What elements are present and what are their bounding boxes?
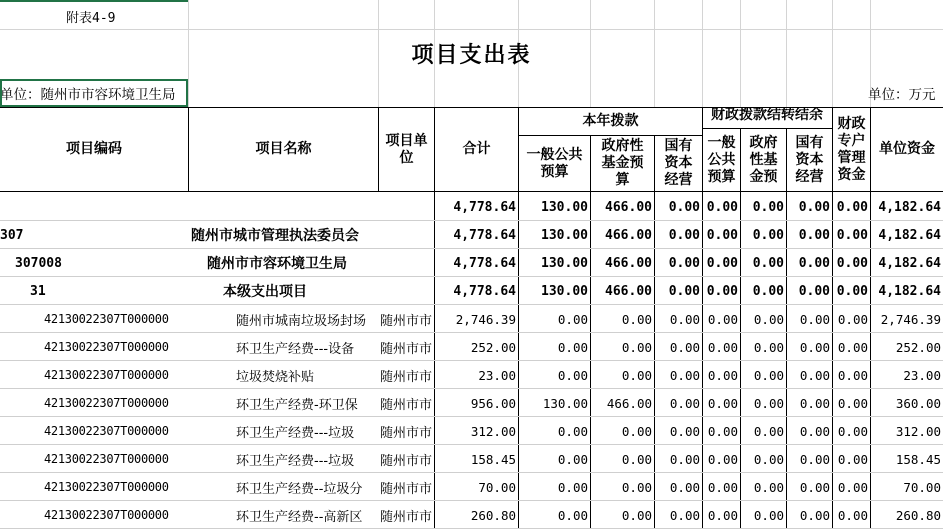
detail-unit[interactable]: 随州市市 [380, 369, 433, 385]
summary-unit_funds-value[interactable]: 4,182.64 [878, 283, 941, 299]
detail-c_gov-value[interactable]: 0.00 [753, 479, 784, 495]
detail-unit_funds-value[interactable]: 2,746.39 [880, 311, 941, 327]
attachment-label[interactable]: 附表4-9 [66, 10, 116, 26]
detail-total-value[interactable]: 252.00 [470, 339, 516, 355]
detail-total-value[interactable]: 312.00 [470, 423, 516, 439]
summary-state-value[interactable]: 0.00 [668, 255, 700, 271]
summary-general-value[interactable]: 130.00 [541, 227, 588, 243]
summary-total-value[interactable]: 4,778.64 [453, 227, 516, 243]
summary-unit_funds-value[interactable]: 4,182.64 [878, 199, 941, 215]
detail-special-value[interactable]: 0.00 [837, 507, 868, 523]
summary-total-value[interactable]: 4,778.64 [453, 255, 516, 271]
detail-gov_fund-value[interactable]: 0.00 [621, 507, 652, 523]
header-name[interactable]: 项目名称 [255, 141, 312, 157]
detail-name[interactable]: 垃圾焚烧补贴 [236, 369, 315, 385]
summary-special-value[interactable]: 0.00 [836, 227, 868, 243]
summary-code[interactable]: 307008 [15, 255, 62, 271]
summary-unit_funds-value[interactable]: 4,182.64 [878, 255, 941, 271]
detail-unit[interactable]: 随州市市 [380, 481, 433, 497]
detail-special-value[interactable]: 0.00 [837, 367, 868, 383]
summary-c_general-value[interactable]: 0.00 [706, 255, 738, 271]
detail-c_general-value[interactable]: 0.00 [707, 367, 738, 383]
detail-general-value[interactable]: 0.00 [557, 367, 588, 383]
detail-unit_funds-value[interactable]: 252.00 [895, 339, 941, 355]
header-general[interactable]: 一般公共预算 [526, 146, 583, 180]
detail-general-value[interactable]: 0.00 [557, 479, 588, 495]
detail-c_gov-value[interactable]: 0.00 [753, 395, 784, 411]
summary-total-value[interactable]: 4,778.64 [453, 199, 516, 215]
detail-special-value[interactable]: 0.00 [837, 311, 868, 327]
summary-c_general-value[interactable]: 0.00 [706, 199, 738, 215]
summary-general-value[interactable]: 130.00 [541, 199, 588, 215]
detail-name[interactable]: 环卫生产经费--垃圾分 [236, 481, 363, 497]
summary-special-value[interactable]: 0.00 [836, 255, 868, 271]
detail-c_general-value[interactable]: 0.00 [707, 311, 738, 327]
detail-gov_fund-value[interactable]: 0.00 [621, 479, 652, 495]
detail-name[interactable]: 环卫生产经费-环卫保 [236, 397, 358, 413]
detail-general-value[interactable]: 0.00 [557, 423, 588, 439]
detail-code[interactable]: 42130022307T000000 [44, 312, 169, 326]
detail-general-value[interactable]: 0.00 [557, 339, 588, 355]
selection-indicator [0, 0, 188, 2]
detail-state-value[interactable]: 0.00 [669, 507, 700, 523]
detail-unit[interactable]: 随州市市 [380, 509, 433, 525]
detail-c_state-value[interactable]: 0.00 [799, 423, 830, 439]
detail-total-value[interactable]: 23.00 [478, 367, 516, 383]
detail-name[interactable]: 环卫生产经费---垃圾 [236, 425, 355, 441]
summary-code[interactable]: 307 [0, 227, 24, 243]
detail-unit_funds-value[interactable]: 360.00 [895, 395, 941, 411]
summary-c_general-value[interactable]: 0.00 [706, 227, 738, 243]
summary-c_state-value[interactable]: 0.00 [798, 255, 830, 271]
detail-total-value[interactable]: 260.80 [470, 507, 516, 523]
header-carry-state-capital[interactable]: 国有资本经营 [795, 134, 824, 185]
detail-c_general-value[interactable]: 0.00 [707, 423, 738, 439]
currency-unit-label[interactable]: 单位：万元 [868, 87, 936, 103]
summary-general-value[interactable]: 130.00 [541, 283, 588, 299]
detail-general-value[interactable]: 0.00 [557, 451, 588, 467]
detail-c_gov-value[interactable]: 0.00 [753, 451, 784, 467]
summary-unit_funds-value[interactable]: 4,182.64 [878, 227, 941, 243]
detail-gov_fund-value[interactable]: 0.00 [621, 311, 652, 327]
summary-c_gov-value[interactable]: 0.00 [752, 255, 784, 271]
detail-c_state-value[interactable]: 0.00 [799, 311, 830, 327]
detail-c_state-value[interactable]: 0.00 [799, 339, 830, 355]
detail-unit_funds-value[interactable]: 260.80 [895, 507, 941, 523]
detail-code[interactable]: 42130022307T000000 [44, 368, 169, 382]
summary-gov_fund-value[interactable]: 466.00 [605, 227, 652, 243]
detail-unit[interactable]: 随州市市 [380, 341, 433, 357]
summary-code[interactable] [0, 193, 188, 221]
header-gov-fund[interactable]: 政府性基金预算 [601, 138, 644, 188]
detail-special-value[interactable]: 0.00 [837, 479, 868, 495]
detail-c_gov-value[interactable]: 0.00 [753, 507, 784, 523]
grid-line [0, 29, 943, 30]
summary-total-value[interactable]: 4,778.64 [453, 283, 516, 299]
detail-special-value[interactable]: 0.00 [837, 339, 868, 355]
unit-label[interactable]: 单位：随州市市容环境卫生局 [0, 87, 176, 103]
detail-code[interactable]: 42130022307T000000 [44, 480, 169, 494]
detail-c_general-value[interactable]: 0.00 [707, 395, 738, 411]
detail-state-value[interactable]: 0.00 [669, 423, 700, 439]
summary-c_gov-value[interactable]: 0.00 [752, 227, 784, 243]
detail-name[interactable]: 随州市城南垃圾场封场 [236, 313, 367, 329]
detail-unit[interactable]: 随州市市 [380, 313, 433, 329]
detail-code[interactable]: 42130022307T000000 [44, 508, 169, 522]
detail-unit_funds-value[interactable]: 70.00 [903, 479, 941, 495]
detail-total-value[interactable]: 2,746.39 [455, 311, 516, 327]
detail-c_gov-value[interactable]: 0.00 [753, 339, 784, 355]
summary-general-value[interactable]: 130.00 [541, 255, 588, 271]
detail-unit_funds-value[interactable]: 158.45 [895, 451, 941, 467]
detail-c_state-value[interactable]: 0.00 [799, 395, 830, 411]
summary-name[interactable] [189, 193, 378, 221]
detail-gov_fund-value[interactable]: 0.00 [621, 423, 652, 439]
detail-c_gov-value[interactable]: 0.00 [753, 311, 784, 327]
detail-code[interactable]: 42130022307T000000 [44, 452, 169, 466]
detail-gov_fund-value[interactable]: 0.00 [621, 451, 652, 467]
detail-special-value[interactable]: 0.00 [837, 423, 868, 439]
detail-c_general-value[interactable]: 0.00 [707, 451, 738, 467]
detail-gov_fund-value[interactable]: 0.00 [621, 339, 652, 355]
detail-c_state-value[interactable]: 0.00 [799, 367, 830, 383]
selected-cell-outline [0, 79, 188, 107]
summary-gov_fund-value[interactable]: 466.00 [605, 255, 652, 271]
detail-c_gov-value[interactable]: 0.00 [753, 367, 784, 383]
detail-state-value[interactable]: 0.00 [669, 395, 700, 411]
detail-code[interactable]: 42130022307T000000 [44, 396, 169, 410]
detail-unit_funds-value[interactable]: 312.00 [895, 423, 941, 439]
detail-c_state-value[interactable]: 0.00 [799, 507, 830, 523]
summary-special-value[interactable]: 0.00 [836, 283, 868, 299]
detail-total-value[interactable]: 956.00 [470, 395, 516, 411]
detail-special-value[interactable]: 0.00 [837, 451, 868, 467]
detail-special-value[interactable]: 0.00 [837, 395, 868, 411]
header-total[interactable]: 合计 [462, 141, 491, 157]
detail-gov_fund-value[interactable]: 466.00 [606, 395, 652, 411]
summary-state-value[interactable]: 0.00 [668, 283, 700, 299]
detail-c_state-value[interactable]: 0.00 [799, 451, 830, 467]
table-border [0, 191, 943, 192]
summary-code[interactable]: 31 [30, 283, 46, 299]
detail-state-value[interactable]: 0.00 [669, 367, 700, 383]
detail-general-value[interactable]: 130.00 [542, 395, 588, 411]
header-carryover[interactable]: 财政拨款结转结余 [711, 107, 823, 123]
detail-unit_funds-value[interactable]: 23.00 [903, 367, 941, 383]
detail-state-value[interactable]: 0.00 [669, 339, 700, 355]
detail-name[interactable]: 环卫生产经费---垃圾 [236, 453, 355, 469]
summary-c_state-value[interactable]: 0.00 [798, 227, 830, 243]
detail-c_general-value[interactable]: 0.00 [707, 339, 738, 355]
summary-name[interactable]: 随州市城市管理执法委员会 [191, 228, 359, 244]
header-carry-gov-fund[interactable]: 政府性基金预 [749, 134, 778, 185]
detail-name[interactable]: 环卫生产经费--高新区 [236, 509, 363, 525]
summary-c_state-value[interactable]: 0.00 [798, 283, 830, 299]
header-current-year[interactable]: 本年拨款 [582, 113, 639, 129]
header-state-capital[interactable]: 国有资本经营 [664, 138, 693, 188]
detail-total-value[interactable]: 70.00 [478, 479, 516, 495]
detail-general-value[interactable]: 0.00 [557, 507, 588, 523]
detail-code[interactable]: 42130022307T000000 [44, 424, 169, 438]
header-code[interactable]: 项目编码 [66, 141, 122, 157]
page-title[interactable]: 项目支出表 [411, 43, 532, 68]
summary-gov_fund-value[interactable]: 466.00 [605, 283, 652, 299]
detail-unit[interactable]: 随州市市 [380, 397, 433, 413]
summary-c_general-value[interactable]: 0.00 [706, 283, 738, 299]
detail-unit[interactable]: 随州市市 [380, 425, 433, 441]
summary-c_gov-value[interactable]: 0.00 [752, 199, 784, 215]
detail-general-value[interactable]: 0.00 [557, 311, 588, 327]
summary-state-value[interactable]: 0.00 [668, 199, 700, 215]
summary-gov_fund-value[interactable]: 466.00 [605, 199, 652, 215]
summary-special-value[interactable]: 0.00 [836, 199, 868, 215]
detail-state-value[interactable]: 0.00 [669, 311, 700, 327]
detail-state-value[interactable]: 0.00 [669, 451, 700, 467]
detail-code[interactable]: 42130022307T000000 [44, 340, 169, 354]
detail-c_general-value[interactable]: 0.00 [707, 479, 738, 495]
summary-c_state-value[interactable]: 0.00 [798, 199, 830, 215]
detail-gov_fund-value[interactable]: 0.00 [621, 367, 652, 383]
detail-total-value[interactable]: 158.45 [470, 451, 516, 467]
header-unit-funds[interactable]: 单位资金 [879, 141, 935, 157]
summary-name[interactable]: 本级支出项目 [223, 284, 307, 300]
detail-state-value[interactable]: 0.00 [669, 479, 700, 495]
summary-state-value[interactable]: 0.00 [668, 227, 700, 243]
summary-name[interactable]: 随州市市容环境卫生局 [207, 256, 347, 272]
header-carry-general[interactable]: 一般公共预算 [707, 134, 736, 185]
header-special-account[interactable]: 财政专户管理资金 [837, 115, 866, 183]
detail-c_general-value[interactable]: 0.00 [707, 507, 738, 523]
detail-unit[interactable]: 随州市市 [380, 453, 433, 469]
detail-c_state-value[interactable]: 0.00 [799, 479, 830, 495]
detail-c_gov-value[interactable]: 0.00 [753, 423, 784, 439]
summary-c_gov-value[interactable]: 0.00 [752, 283, 784, 299]
header-unit[interactable]: 项目单位 [385, 132, 428, 166]
detail-name[interactable]: 环卫生产经费---设备 [236, 341, 355, 357]
